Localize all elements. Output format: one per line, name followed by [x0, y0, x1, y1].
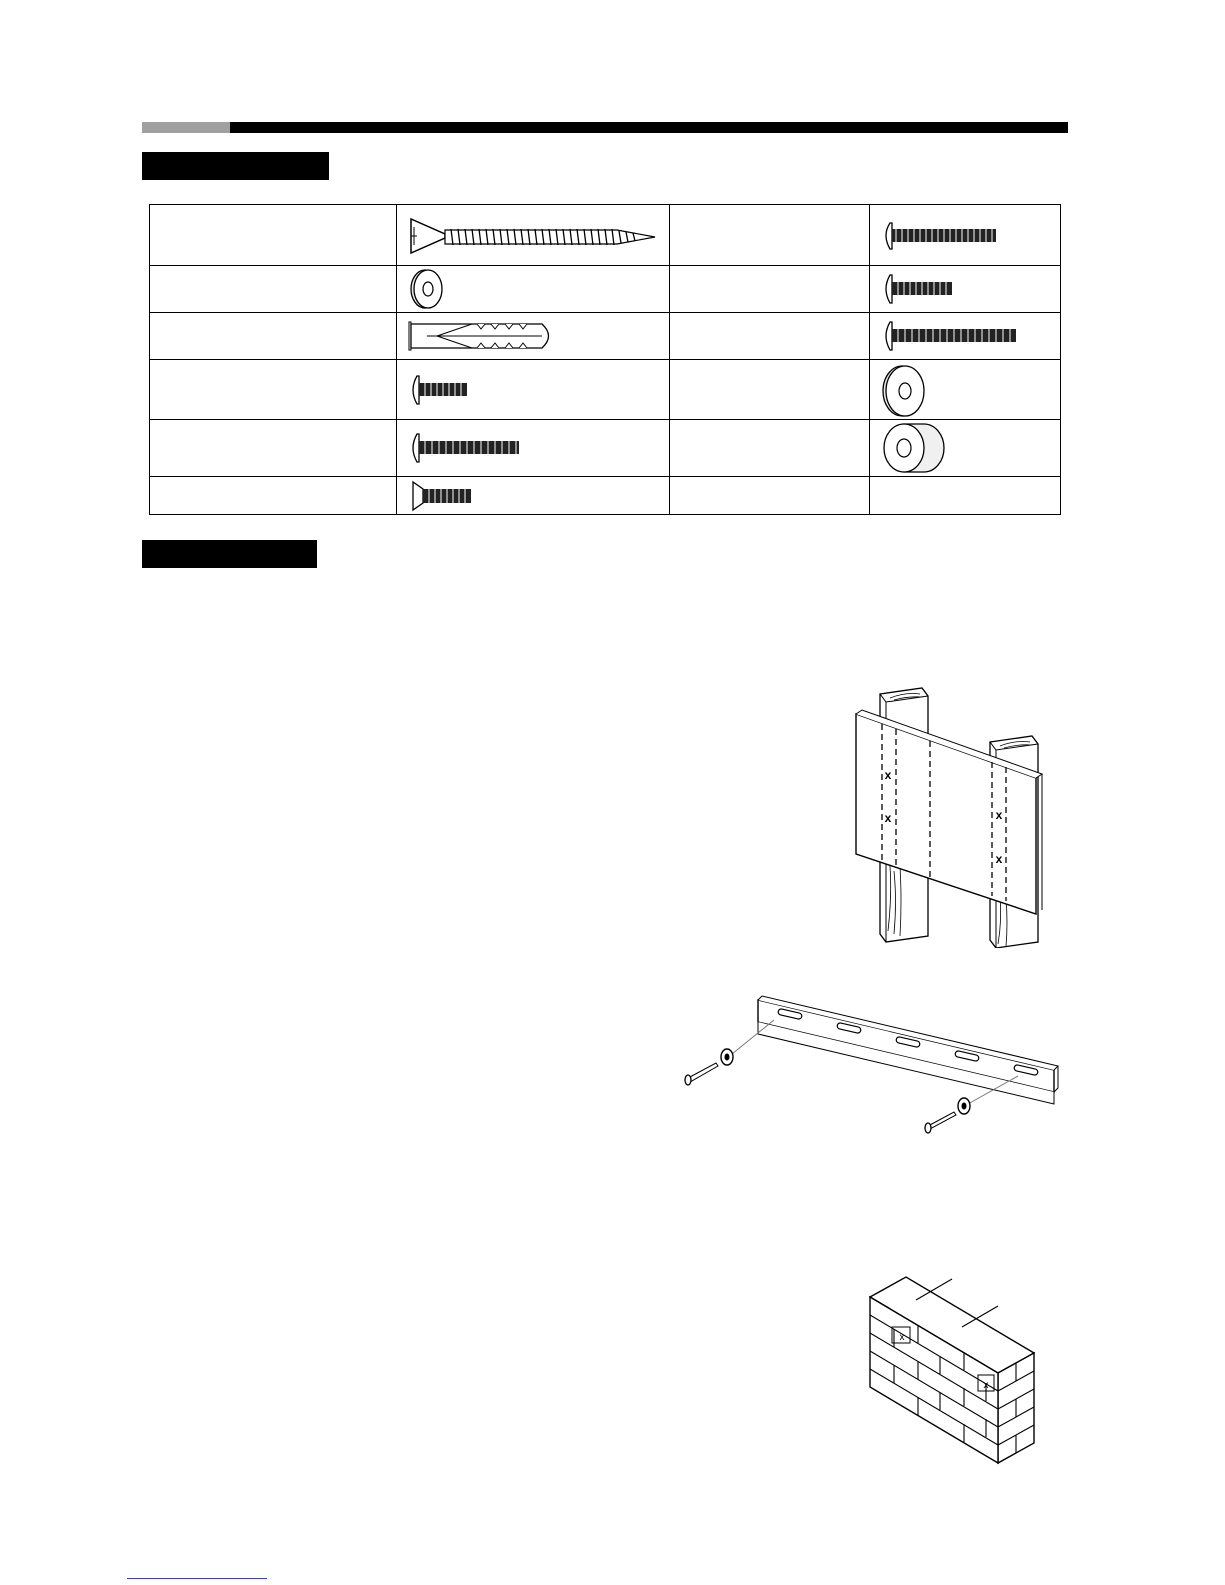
wood-screw-icon	[397, 205, 670, 266]
part-label	[150, 360, 397, 420]
part-label	[150, 477, 397, 515]
drill-mark: x	[995, 808, 1003, 822]
part-label	[150, 420, 397, 477]
short-bolt-icon	[869, 266, 1060, 313]
longest-bolt-icon	[869, 313, 1060, 360]
spacer-icon	[869, 420, 1060, 477]
drill-mark: x	[899, 1332, 905, 1343]
washer-icon	[397, 266, 670, 313]
wood-stud-figure	[850, 686, 1050, 948]
section-title-parts	[142, 152, 329, 180]
medium-bolt-icon	[397, 420, 670, 477]
part-label	[670, 313, 870, 360]
drill-mark: x	[995, 852, 1003, 866]
part-label	[150, 205, 397, 266]
drill-mark: x	[884, 811, 892, 825]
part-label	[670, 420, 870, 477]
part-label	[150, 313, 397, 360]
wall-anchor-icon	[397, 313, 670, 360]
header-rule-accent	[142, 122, 230, 133]
parts-table	[149, 204, 1061, 515]
table-row	[150, 205, 1061, 266]
flat-washer-icon	[869, 360, 1060, 420]
small-bolt-icon	[397, 360, 670, 420]
part-label	[670, 266, 870, 313]
part-label	[150, 266, 397, 313]
mounting-rail-figure	[682, 994, 1060, 1134]
table-row	[150, 266, 1061, 313]
header-rule	[230, 122, 1068, 133]
table-row	[150, 420, 1061, 477]
table-row	[150, 477, 1061, 515]
footer-link-underline	[127, 1578, 267, 1579]
brick-wall-figure	[866, 1275, 1038, 1467]
section-title-installation	[142, 540, 317, 568]
part-label	[670, 205, 870, 266]
part-label	[670, 360, 870, 420]
countersunk-bolt-icon	[397, 477, 670, 515]
table-row	[150, 313, 1061, 360]
drill-mark: x	[884, 768, 892, 782]
table-row	[150, 360, 1061, 420]
part-label	[670, 477, 870, 515]
drill-mark: x	[983, 1380, 989, 1391]
long-bolt-icon	[869, 205, 1060, 266]
empty-cell	[869, 477, 1060, 515]
